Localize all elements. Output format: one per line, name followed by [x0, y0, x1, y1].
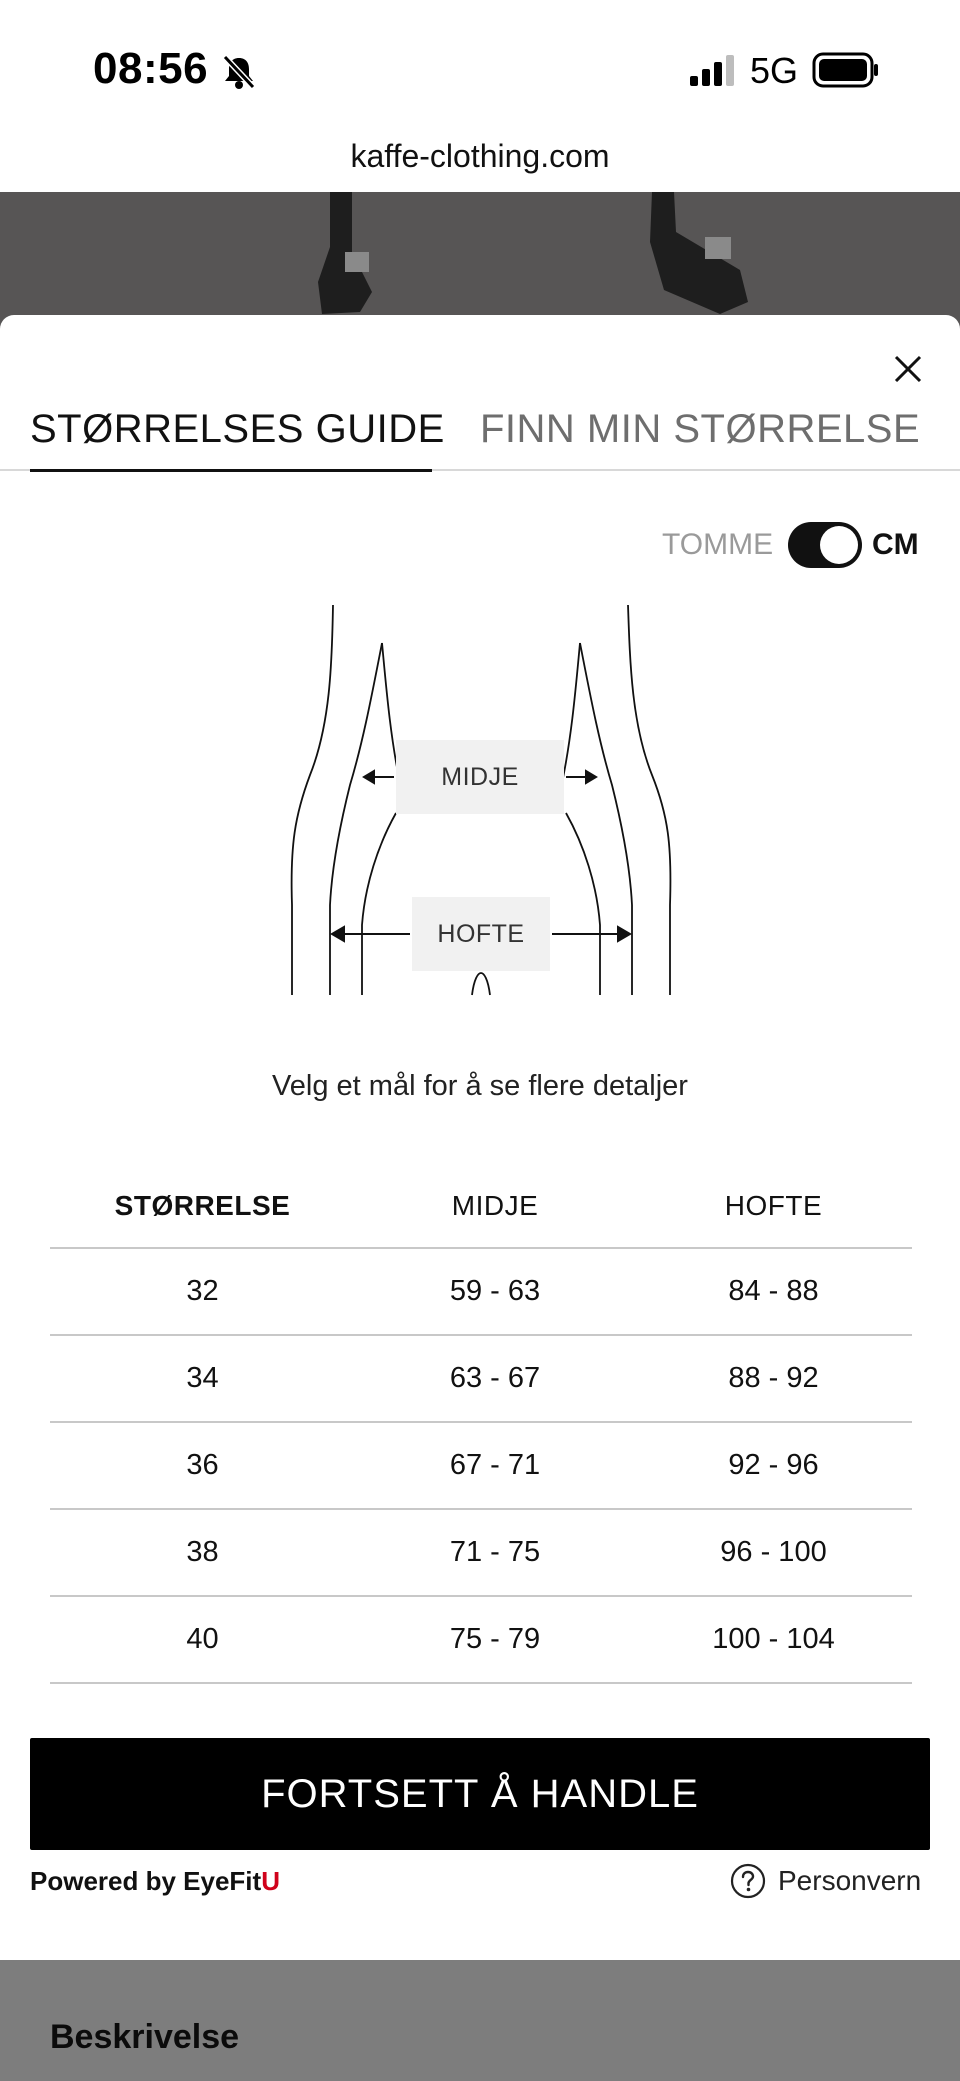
powered-by-brand[interactable]: EyeFit [183, 1866, 262, 1896]
header-size: STØRRELSE [114, 1190, 291, 1221]
cell-hip: 84 - 88 [728, 1275, 819, 1307]
tab-size-guide[interactable]: STØRRELSES GUIDE [30, 407, 445, 451]
waist-measure-button[interactable]: MIDJE [396, 740, 564, 814]
cell-size: 40 [186, 1623, 219, 1655]
cell-size: 38 [186, 1536, 219, 1568]
cell-size: 34 [186, 1362, 219, 1394]
cell-hip: 92 - 96 [728, 1449, 819, 1481]
cell-size: 32 [186, 1275, 219, 1307]
header-waist: MIDJE [451, 1190, 539, 1221]
cell-waist: 63 - 67 [449, 1362, 541, 1394]
status-time: 08:56 [93, 44, 209, 93]
battery-icon [812, 52, 880, 88]
cell-waist: 59 - 63 [449, 1275, 541, 1307]
question-circle-icon [730, 1863, 766, 1899]
toggle-knob [820, 526, 858, 564]
table-row [50, 1249, 912, 1336]
unit-toggle-switch[interactable] [788, 522, 862, 568]
table-row [50, 1423, 912, 1510]
description-heading: Beskrivelse [50, 2018, 240, 2056]
unit-label-cm[interactable]: CM [872, 528, 919, 561]
cell-hip: 96 - 100 [720, 1536, 827, 1568]
cell-size: 36 [186, 1449, 219, 1481]
cell-waist: 75 - 79 [449, 1623, 541, 1655]
cell-waist: 71 - 75 [449, 1536, 541, 1568]
table-header-row [50, 1165, 912, 1249]
tab-bar [0, 385, 960, 471]
cell-hip: 100 - 104 [712, 1623, 835, 1655]
cell-waist: 67 - 71 [449, 1449, 541, 1481]
measurement-diagram [270, 605, 690, 1005]
close-icon[interactable] [888, 349, 928, 389]
table-row [50, 1510, 912, 1597]
url-bar[interactable]: kaffe-clothing.com [350, 138, 610, 174]
unit-label-inch[interactable]: TOMME [662, 528, 774, 561]
table-row [50, 1336, 912, 1423]
status-bar [0, 0, 960, 174]
header-hip: HOFTE [724, 1190, 823, 1221]
powered-by [30, 1866, 280, 1897]
hip-measure-button[interactable]: HOFTE [412, 897, 550, 971]
cellular-signal-icon [688, 54, 736, 88]
size-guide-modal [0, 315, 960, 1960]
network-type: 5G [750, 50, 799, 91]
cell-hip: 88 - 92 [728, 1362, 819, 1394]
privacy-text: Personvern [778, 1865, 922, 1896]
product-image [0, 192, 960, 332]
hint-text: Velg et mål for å se flere detaljer [272, 1070, 688, 1102]
bell-muted-icon [222, 54, 256, 90]
size-table [50, 1165, 912, 1684]
table-row [50, 1597, 912, 1684]
tab-find-my-size[interactable]: FINN MIN STØRRELSE [480, 407, 921, 451]
privacy-link[interactable] [730, 1861, 921, 1901]
unit-toggle [660, 520, 930, 572]
product-photo-shoes [0, 192, 960, 332]
powered-by-prefix: Powered by [30, 1866, 184, 1896]
active-tab-indicator [30, 469, 432, 472]
powered-by-brand-accent: U [261, 1866, 280, 1896]
continue-shopping-button[interactable]: FORTSETT Å HANDLE [30, 1738, 930, 1850]
